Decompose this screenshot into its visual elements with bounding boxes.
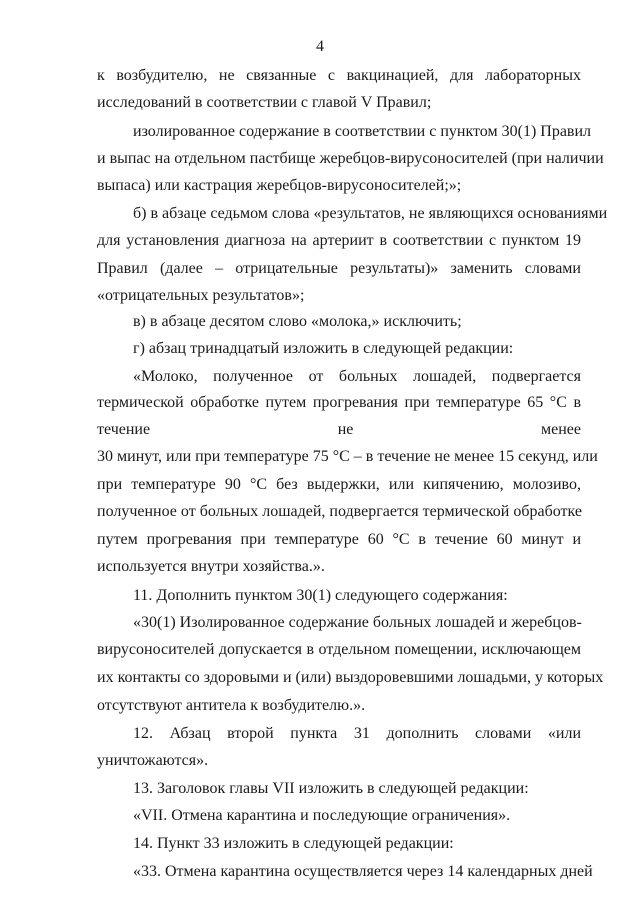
text-line: 13. Заголовок главы VII изложить в следующей редакции:	[133, 780, 529, 797]
page-number: 4	[316, 38, 324, 55]
text-line: течение не менее	[97, 421, 581, 438]
text-line: Правил (далее – отрицательные результаты)» заменить словами	[97, 260, 581, 277]
text-line: в) в абзаце десятом слово «молока,» исключить;	[133, 313, 462, 330]
text-line: изолированное содержание в соответствии с пунктом 30(1) Правил	[133, 123, 592, 140]
text-line: для установления диагноза на артериит в соответствии с пунктом 19	[97, 232, 581, 249]
text-line: 11. Дополнить пунктом 30(1) следующего содержания:	[133, 587, 508, 604]
text-line: 14. Пункт 33 изложить в следующей редакции:	[133, 835, 454, 852]
text-line: уничтожаются».	[97, 752, 209, 769]
text-line: г) абзац тринадцатый изложить в следующей редакции:	[133, 340, 514, 357]
text-line: термической обработке путем прогревания при температуре 65 °C в	[97, 394, 581, 411]
text-line: исследований в соответствии с главой V Правил;	[97, 94, 432, 111]
text-line: и выпас на отдельном пастбище жеребцов-вирусоносителей (при наличии	[97, 150, 604, 167]
text-line: «VII. Отмена карантина и последующие ограничения».	[133, 807, 511, 824]
text-line: путем прогревания при температуре 60 °C в течение 60 минут и	[97, 531, 581, 548]
text-line: «30(1) Изолированное содержание больных лошадей и жеребцов-	[133, 614, 582, 631]
text-line: их контакты со здоровыми и (или) выздоровевшими лошадьми, у которых	[97, 669, 604, 686]
text-line: «33. Отмена карантина осуществляется через 14 календарных дней	[133, 863, 593, 880]
text-line: полученное от больных лошадей, подвергается термической обработке	[97, 503, 582, 520]
text-line: 12. Абзац второй пункта 31 дополнить словами «или	[133, 725, 581, 742]
text-line: используется внутри хозяйства.».	[97, 558, 325, 575]
text-line: к возбудителю, не связанные с вакцинацией, для лабораторных	[97, 67, 581, 84]
text-line: выпаса) или кастрация жеребцов-вирусоносителей;»;	[97, 177, 462, 194]
text-line: отсутствуют антитела к возбудителю.».	[97, 697, 366, 714]
text-line: б) в абзаце седьмом слова «результатов, не являющихся основаниями	[133, 205, 608, 222]
text-line: «отрицательных результатов»;	[97, 287, 305, 304]
text-line: «Молоко, полученное от больных лошадей, подвергается	[133, 368, 581, 385]
text-line: 30 минут, или при температуре 75 °C – в течение не менее 15 секунд, или	[97, 448, 598, 465]
text-line: вирусоносителей допускается в отдельном помещении, исключающем	[97, 641, 581, 658]
text-line: при температуре 90 °C без выдержки, или кипячению, молозиво,	[97, 476, 581, 493]
